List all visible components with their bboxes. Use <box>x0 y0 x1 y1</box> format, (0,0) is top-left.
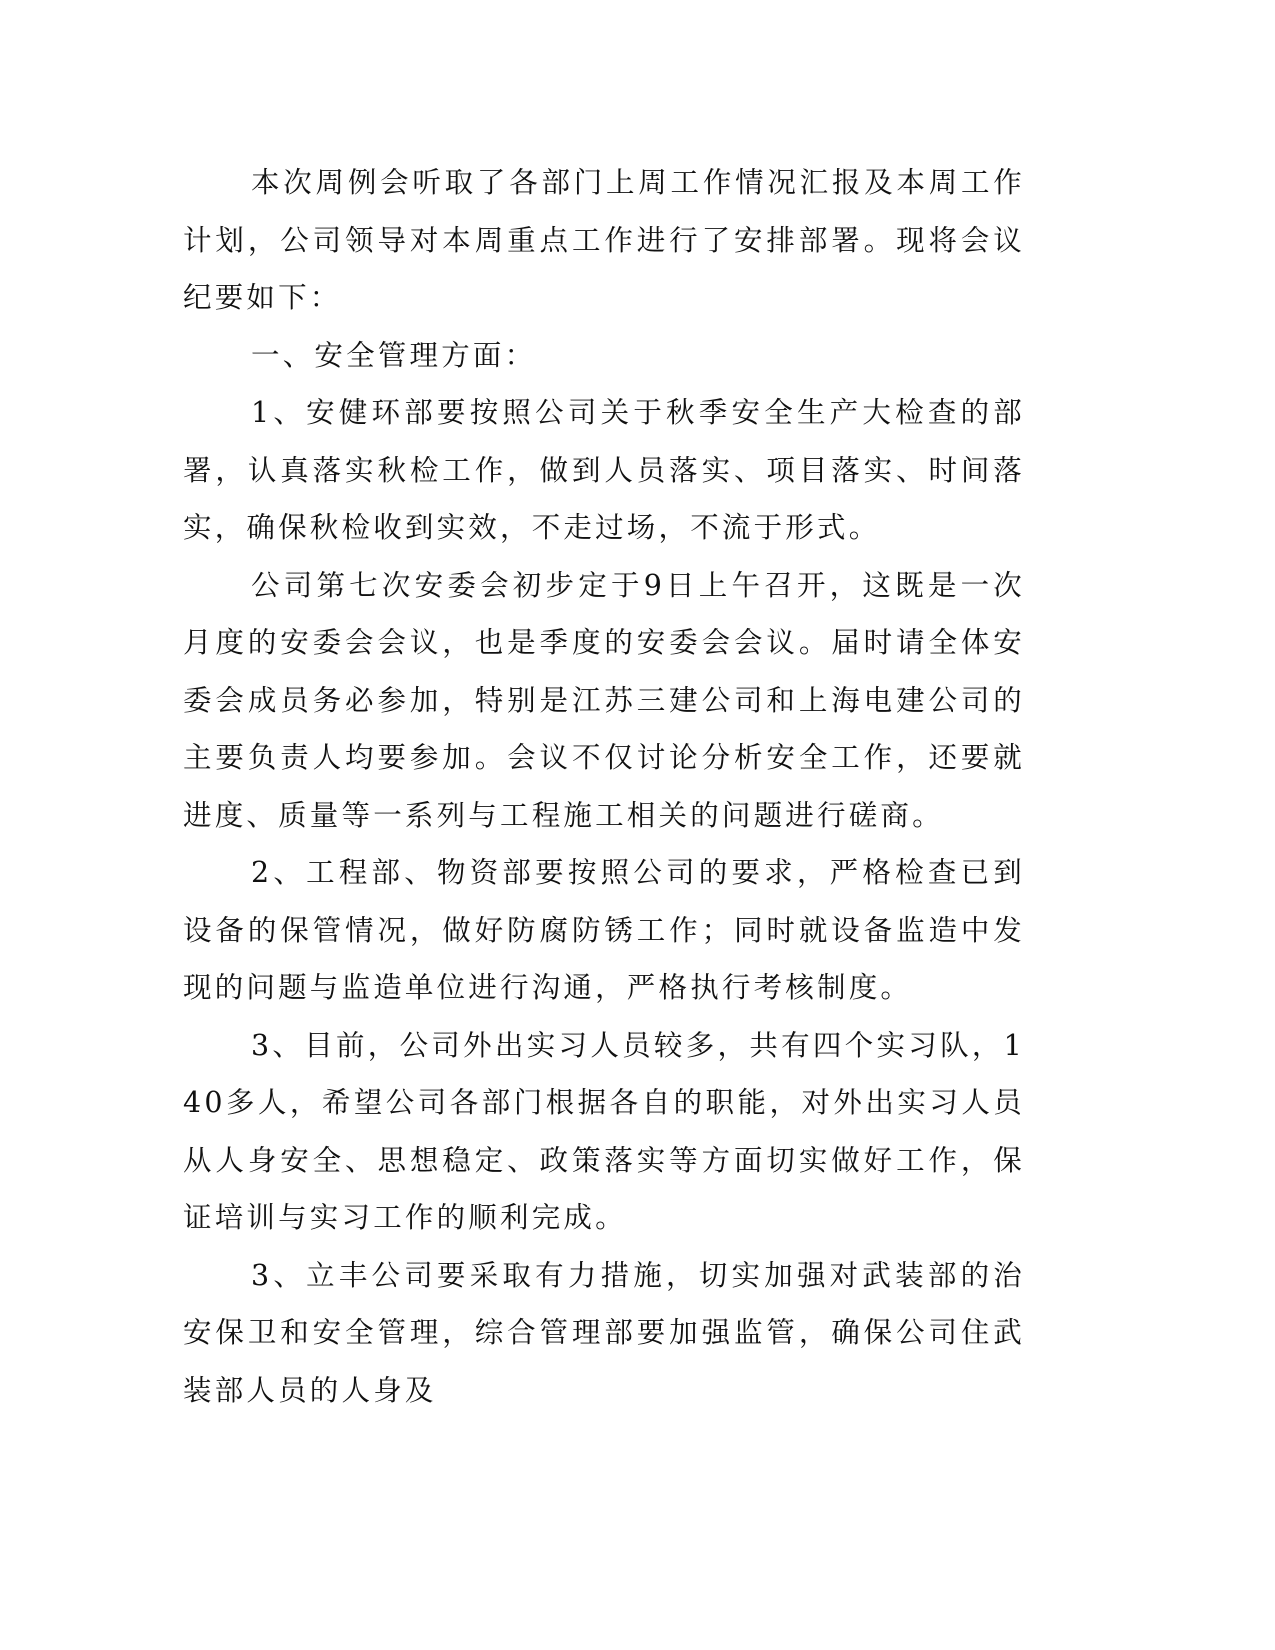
document-body <box>183 154 1025 1419</box>
paragraph-item-2: 2、工程部、物资部要按照公司的要求，严格检查已到设备的保管情况，做好防腐防锈工作；同时就设备监造中发现的问题与监造单位进行沟通，严格执行考核制度。 <box>183 856 1025 1004</box>
paragraph-item-3-interns: 3、目前，公司外出实习人员较多，共有四个实习队，140多人，希望公司各部门根据各自的职能，对外出实习人员从人身安全、思想稳定、政策落实等方面切实做好工作，保证培训与实习工作的顺利完成。 <box>183 1028 1025 1234</box>
paragraph-intro: 本次周例会听取了各部门上周工作情况汇报及本周工作计划，公司领导对本周重点工作进行了安排部署。现将会议纪要如下： <box>183 166 1025 314</box>
paragraph-safety-committee: 公司第七次安委会初步定于9日上午召开，这既是一次月度的安委会会议，也是季度的安委会会议。届时请全体安委会成员务必参加，特别是江苏三建公司和上海电建公司的主要负责人均要参加。会议不仅讨论分析安全工作，还要就进度、质量等一系列与工程施工相关的问题进行磋商。 <box>183 568 1025 832</box>
section-heading-safety: 一、安全管理方面： <box>251 338 537 372</box>
paragraph-item-1: 1、安健环部要按照公司关于秋季安全生产大检查的部署，认真落实秋检工作，做到人员落实、项目落实、时间落实，确保秋检收到实效，不走过场，不流于形式。 <box>183 396 1025 544</box>
paragraph-item-3-lifeng: 3、立丰公司要采取有力措施，切实加强对武装部的治安保卫和安全管理，综合管理部要加强监管，确保公司住武装部人员的人身及 <box>183 1258 1025 1407</box>
